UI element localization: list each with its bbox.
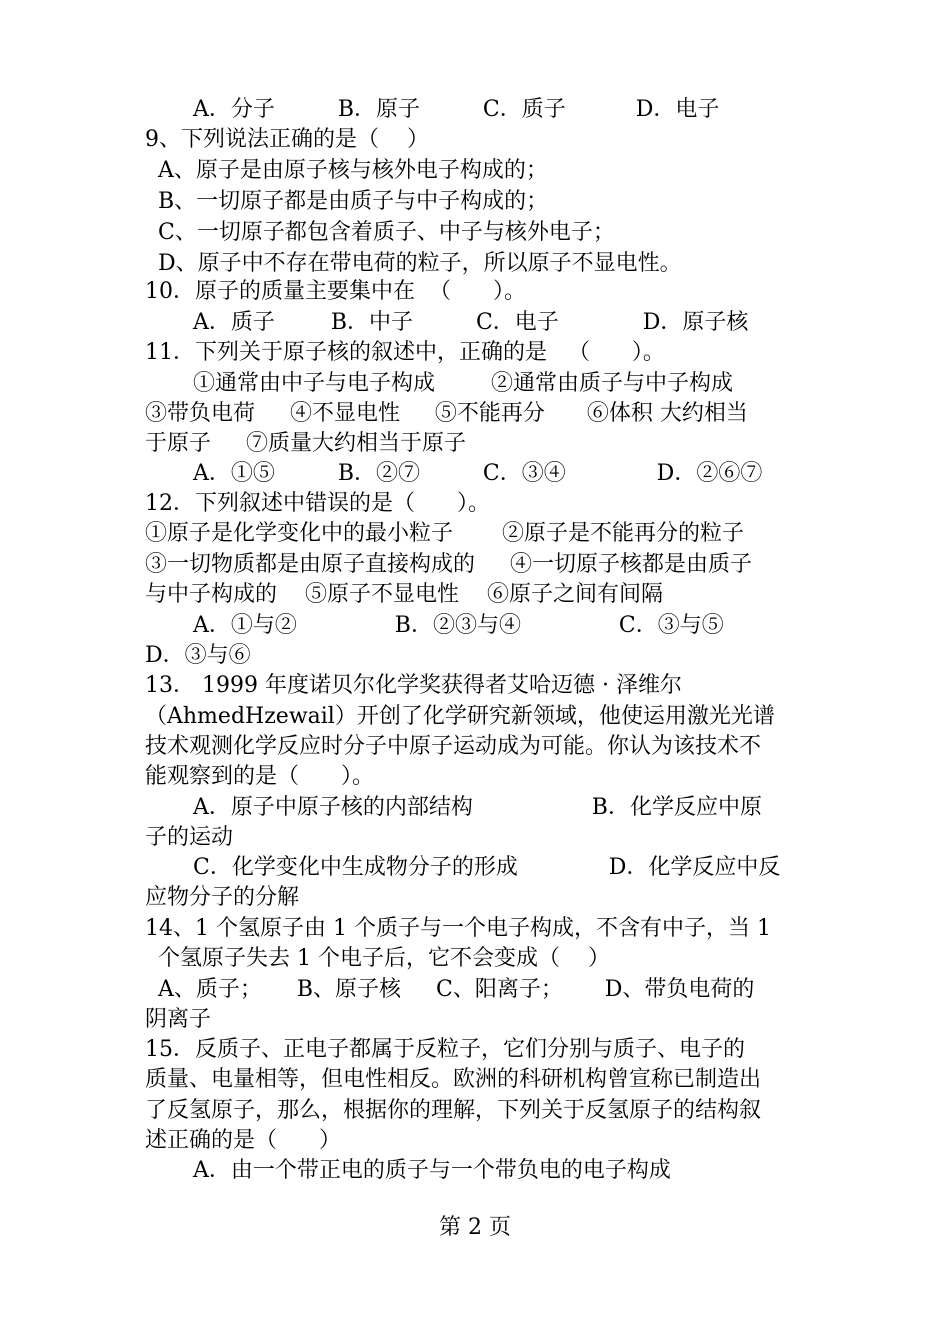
q13-stem: （AhmedHzewail）开创了化学研究新领域，他使运用激光光谱 <box>145 704 775 729</box>
q13-stem: 技术观测化学反应时分子中原子运动成为可能。你认为该技术不 <box>145 734 762 759</box>
q12-statement: ③一切物质都是由原子直接构成的 ④一切原子核都是由质子 <box>145 552 752 577</box>
q12-stem: 12．下列叙述中错误的是（ ）。 <box>145 491 490 516</box>
q12-option-d: D．③与⑥ <box>145 643 251 668</box>
q11-options: A．①⑤ B．②⑦ C．③④ D．②⑥⑦ <box>193 461 763 486</box>
page-number: 第 2 页 <box>439 1215 511 1240</box>
q10-stem: 10．原子的质量主要集中在 （ ）。 <box>145 279 526 304</box>
q12-options: A．①与② B．②③与④ C．③与⑤ <box>193 613 724 638</box>
q9-stem: 9、下列说法正确的是（ ） <box>145 127 429 152</box>
q9-option-c: C、一切原子都包含着质子、中子与核外电子； <box>158 220 615 245</box>
q11-stem: 11．下列关于原子核的叙述中，正确的是 （ ）。 <box>145 340 665 365</box>
q13-stem: 能观察到的是（ ）。 <box>145 764 374 789</box>
q13-options: C．化学变化中生成物分子的形成 D．化学反应中反 <box>193 855 781 880</box>
q13-options: A．原子中原子核的内部结构 B．化学反应中原 <box>193 795 762 820</box>
q13-stem: 13． 1999 年度诺贝尔化学奖获得者艾哈迈德 · 泽维尔 <box>145 673 682 698</box>
q9-option-a: A、原子是由原子核与核外电子构成的； <box>158 158 548 183</box>
q8-options: A．分子 B．原子 C．质子 D．电子 <box>193 97 720 122</box>
q12-statement: ①原子是化学变化中的最小粒子 ②原子是不能再分的粒子 <box>145 521 744 546</box>
q13-options: 子的运动 <box>145 825 234 850</box>
q15-stem: 15．反质子、正电子都属于反粒子，它们分别与质子、电子的 <box>145 1037 745 1062</box>
q14-options: 阴离子 <box>145 1007 212 1032</box>
q9-option-d: D、原子中不存在带电荷的粒子，所以原子不显电性。 <box>158 251 682 276</box>
q14-options: A、质子； B、原子核 C、阳离子； D、带负电荷的 <box>158 977 755 1002</box>
q11-statement: ①通常由中子与电子构成 ②通常由质子与中子构成 <box>193 371 733 396</box>
q15-option-a: A．由一个带正电的质子与一个带负电的电子构成 <box>193 1158 671 1183</box>
q15-stem: 述正确的是（ ） <box>145 1128 341 1153</box>
q14-stem: 个氢原子失去 1 个电子后，它不会变成（ ） <box>158 946 610 971</box>
q12-statement: 与中子构成的 ⑤原子不显电性 ⑥原子之间有间隔 <box>145 582 663 607</box>
q14-stem: 14、1 个氢原子由 1 个质子与一个电子构成，不含有中子，当 1 <box>145 916 771 941</box>
q13-options: 应物分子的分解 <box>145 885 300 910</box>
q9-option-b: B、一切原子都是由质子与中子构成的； <box>158 189 549 214</box>
q10-options: A．质子 B．中子 C．电子 D．原子核 <box>193 310 749 335</box>
q11-statement: 于原子 ⑦质量大约相当于原子 <box>145 431 466 456</box>
q15-stem: 了反氢原子，那么，根据你的理解，下列关于反氢原子的结构叙 <box>145 1098 762 1123</box>
q11-statement: ③带负电荷 ④不显电性 ⑤不能再分 ⑥体积 大约相当 <box>145 401 748 426</box>
q15-stem: 质量、电量相等，但电性相反。欧洲的科研机构曾宣称已制造出 <box>145 1067 762 1092</box>
